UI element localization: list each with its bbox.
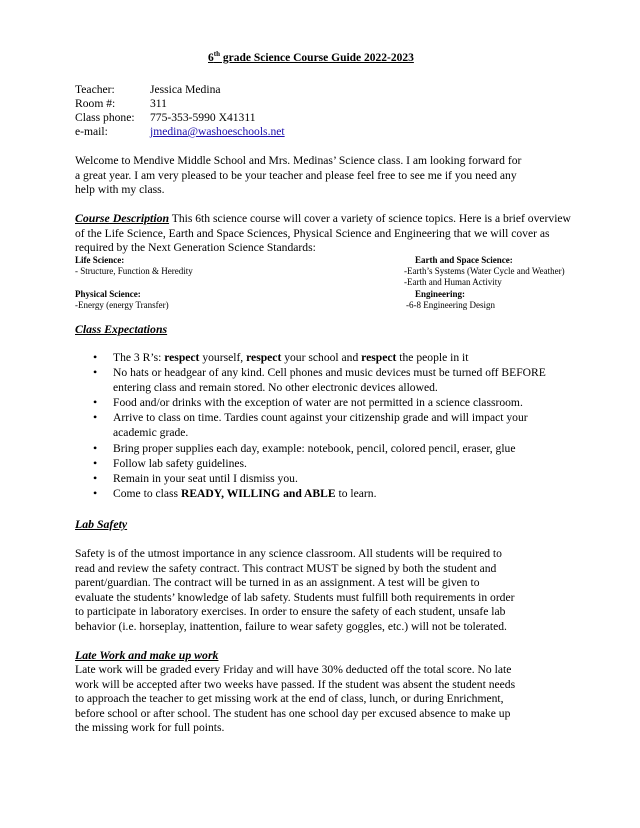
topic-life-item: - Structure, Function & Heredity xyxy=(75,266,193,276)
info-label-phone: Class phone: xyxy=(75,111,135,124)
topic-engineering-item: -6-8 Engineering Design xyxy=(406,300,495,310)
list-item: • Arrive to class on time. Tardies count against your citizenship grade and will impact your academic grade. xyxy=(93,410,553,440)
list-item: • Bring proper supplies each day, example: notebook, pencil, colored pencil, eraser, glue xyxy=(93,441,573,456)
topic-earth-item-2: -Earth and Human Activity xyxy=(404,277,502,287)
topic-physical-heading: Physical Science: xyxy=(75,289,141,299)
course-heading: Course Description xyxy=(75,211,170,225)
late-work-heading: Late Work and make up work xyxy=(75,648,219,662)
lab-line-1: Safety is of the utmost importance in any science classroom. All students will be required to xyxy=(75,547,502,560)
late-line-2: work will be accepted after two weeks have passed. If the student was absent the student needs xyxy=(75,678,516,691)
info-label-teacher: Teacher: xyxy=(75,83,115,96)
list-item: • No hats or headgear of any kind. Cell phones and music devices must be turned off BEFORE entering class and remain stored. No other electronic devices allowed. xyxy=(93,365,553,395)
welcome-line-3: help with my class. xyxy=(75,183,165,196)
lab-line-2: read and review the safety contract. This contract MUST be signed by both the student and xyxy=(75,562,497,575)
late-line-1: Late work will be graded every Friday and will have 30% deducted off the total score. No late xyxy=(75,663,512,676)
lab-line-6: behavior (i.e. horseplay, inattention, failure to wear safety goggles, etc.) will not be tolerated. xyxy=(75,620,507,633)
list-item: • Food and/or drinks with the exception of water are not permitted in a science classroom. xyxy=(93,395,573,410)
course-line-2: of the Life Science, Earth and Space Sciences, Physical Science and Engineering that we will cover as xyxy=(75,227,550,240)
topic-earth-item-1: -Earth’s Systems (Water Cycle and Weather) xyxy=(404,266,565,276)
list-item: • Follow lab safety guidelines. xyxy=(93,456,573,471)
welcome-line-1: Welcome to Mendive Middle School and Mrs. Medinas’ Science class. I am looking forward for xyxy=(75,154,522,167)
info-value-teacher: Jessica Medina xyxy=(150,83,221,96)
list-item: • The 3 R’s: respect yourself, respect your school and respect the people in it xyxy=(93,350,573,365)
info-value-phone: 775-353-5990 X41311 xyxy=(150,111,256,124)
email-link[interactable]: jmedina@washoeschools.net xyxy=(150,125,285,138)
lab-safety-heading: Lab Safety xyxy=(75,517,128,531)
lab-line-5: to participate in laboratory exercises. In order to ensure the safety of each student, unsafe lab xyxy=(75,605,506,618)
topic-life-heading: Life Science: xyxy=(75,255,125,265)
list-item: • Remain in your seat until I dismiss you. xyxy=(93,471,573,486)
late-line-3: to approach the teacher to get missing work at the end of class, lunch, or during Enrichment, xyxy=(75,692,504,705)
info-label-email: e-mail: xyxy=(75,125,108,138)
late-line-5: the missing work for full points. xyxy=(75,721,225,734)
course-line-1: Course Description This 6th science course will cover a variety of science topics. Here is a brief overview xyxy=(75,211,571,225)
page-title: 6th grade Science Course Guide 2022-2023 xyxy=(208,50,414,64)
course-line-3: required by the Next Generation Science Standards: xyxy=(75,241,316,254)
topic-earth-heading: Earth and Space Science: xyxy=(415,255,513,265)
list-item: • Come to class READY, WILLING and ABLE to learn. xyxy=(93,486,573,501)
info-value-room: 311 xyxy=(150,97,167,110)
topic-physical-item: -Energy (energy Transfer) xyxy=(75,300,169,310)
expectations-heading: Class Expectations xyxy=(75,322,168,336)
lab-line-3: parent/guardian. The contract will be turned in as an assignment. A test will be given to xyxy=(75,576,480,589)
late-line-4: before school or after school. The student has one school day per excused absence to make up xyxy=(75,707,511,720)
lab-line-4: evaluate the students’ knowledge of lab safety. Students must fulfill both requirements in order xyxy=(75,591,515,604)
welcome-line-2: a great year. I am very pleased to be your teacher and please feel free to see me if you need any xyxy=(75,169,517,182)
info-label-room: Room #: xyxy=(75,97,116,110)
topic-engineering-heading: Engineering: xyxy=(415,289,466,299)
expectations-list xyxy=(93,350,573,501)
